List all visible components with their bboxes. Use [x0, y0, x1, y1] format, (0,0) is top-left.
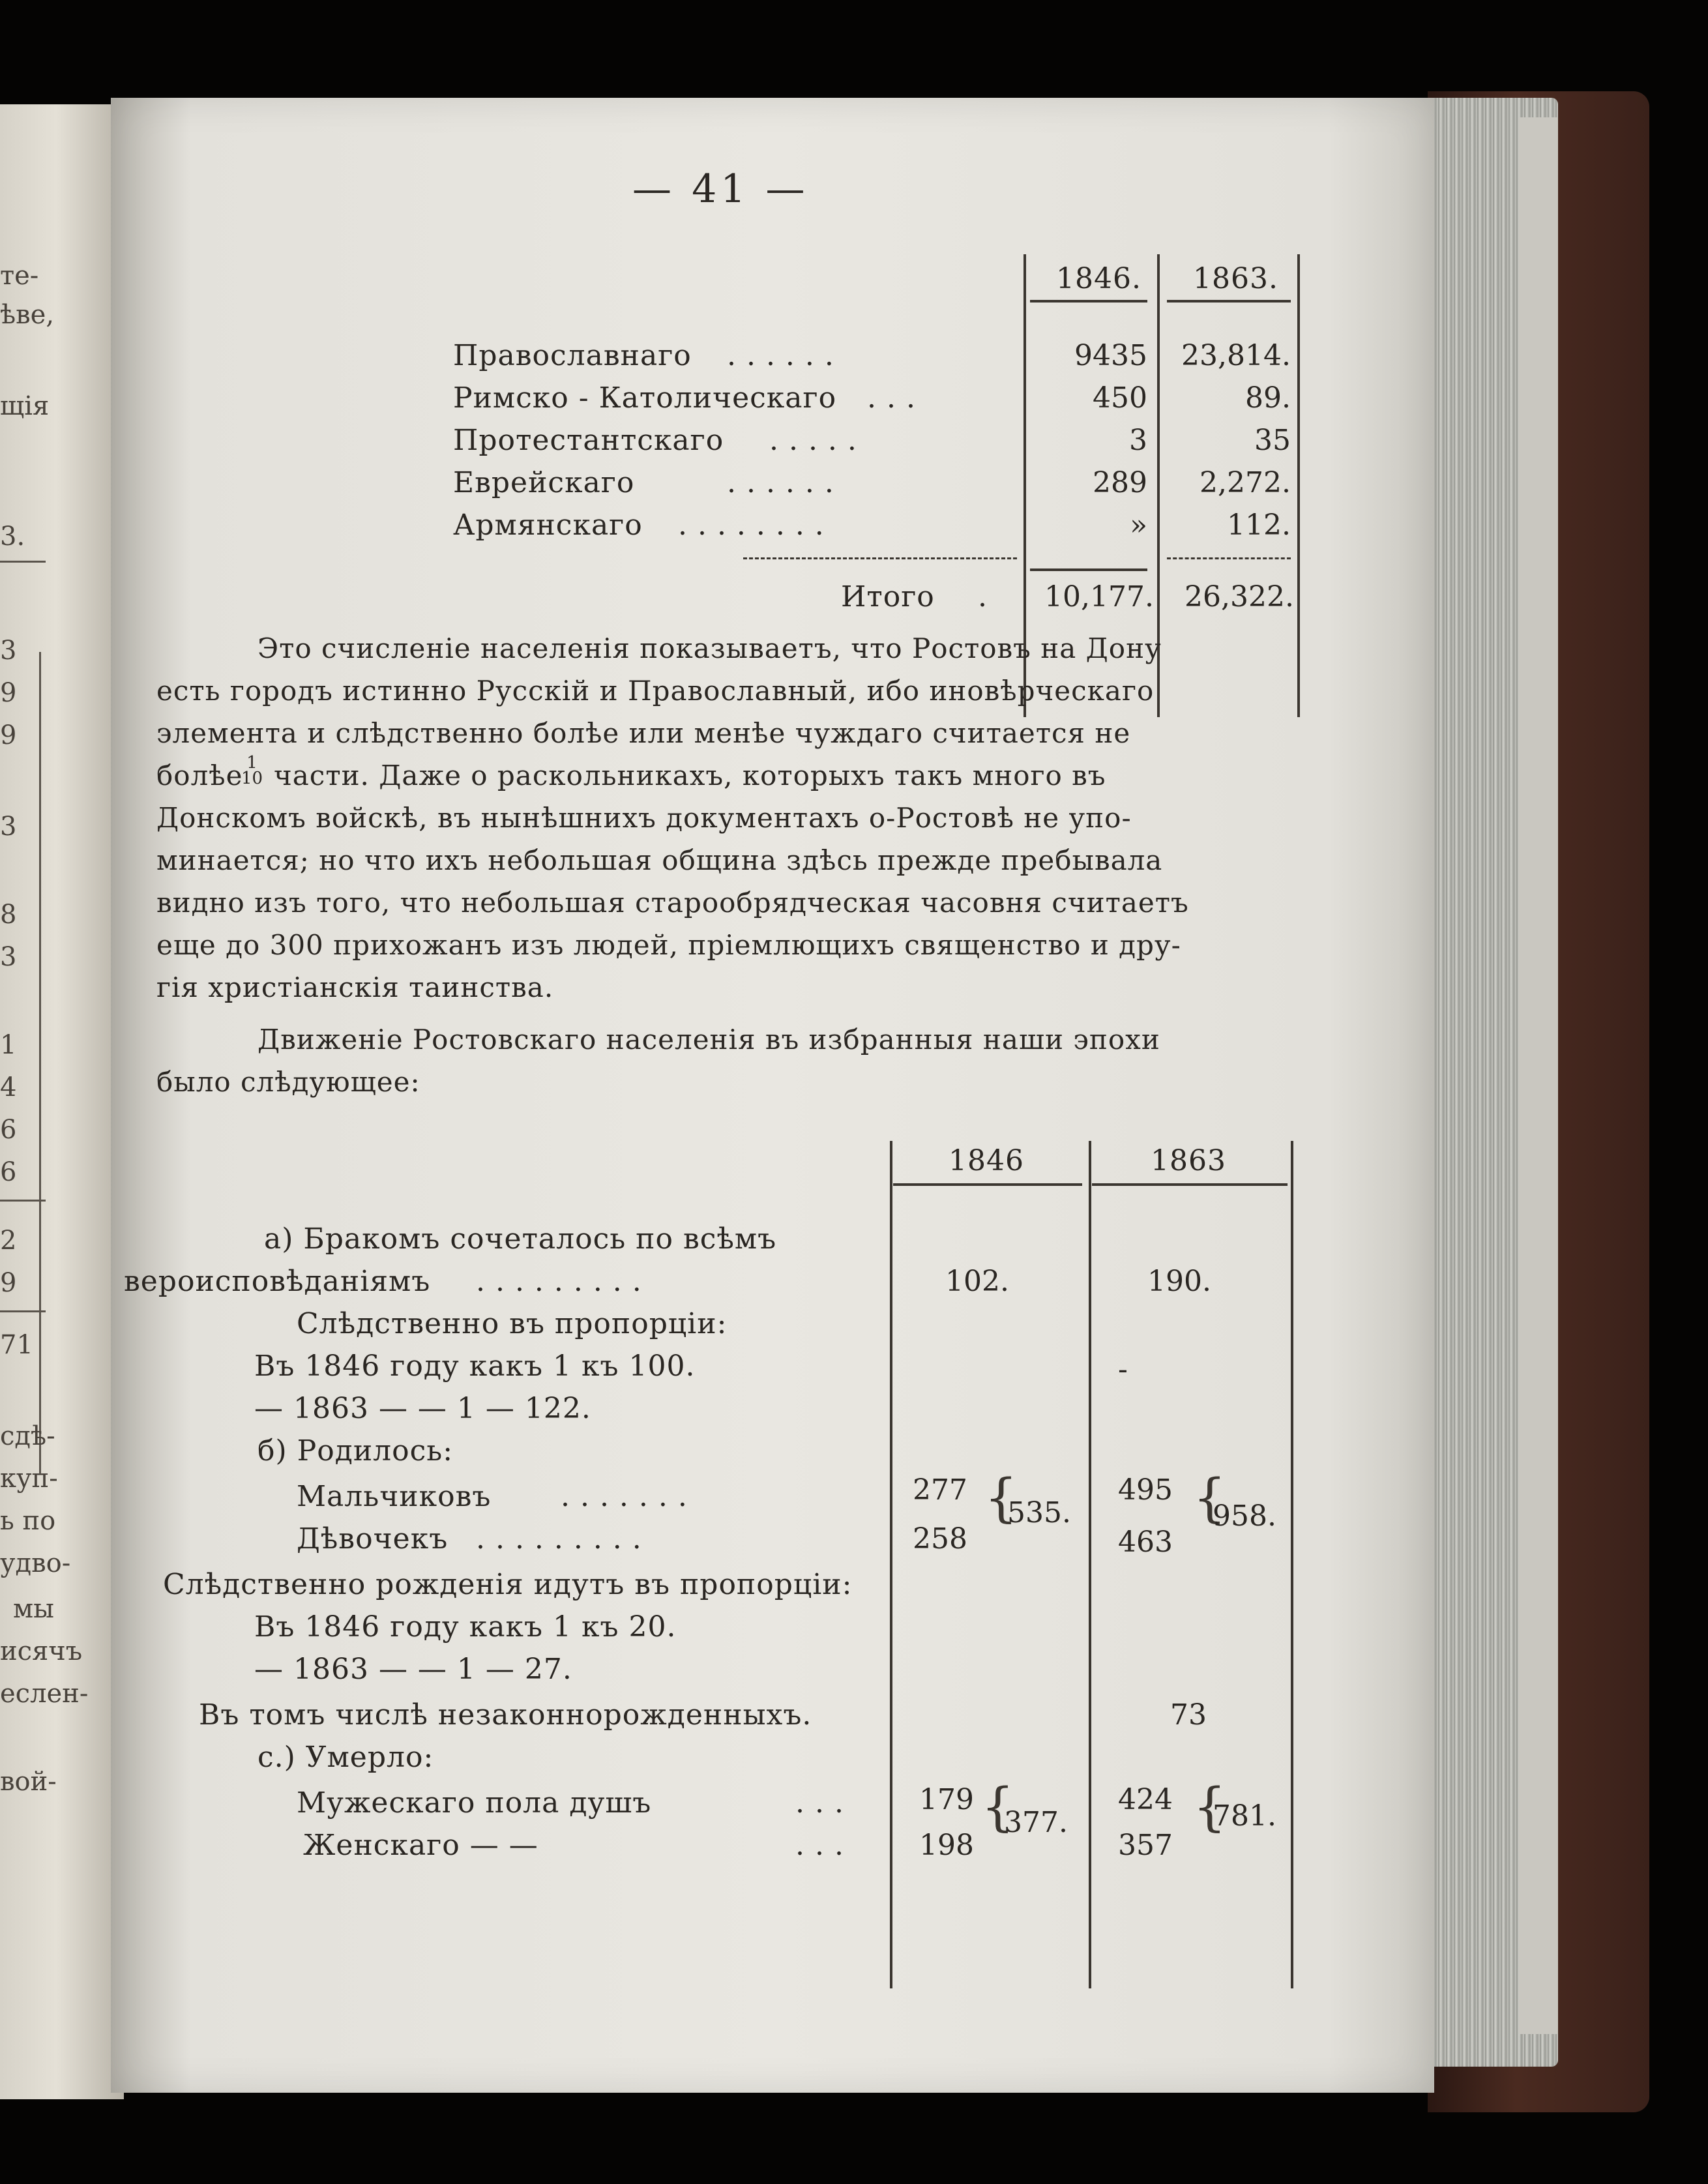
leader-dots: . . . . . . .	[561, 1480, 688, 1513]
male-label: Мужескаго пола душъ	[297, 1786, 652, 1820]
text-line: есть городъ истинно Русскій и Православный, ибо иновѣрческаго	[156, 675, 1155, 707]
leader-dots: . . .	[795, 1829, 844, 1862]
total-separator	[1167, 557, 1291, 561]
table-rule	[1089, 1141, 1091, 1988]
table-rule	[1167, 300, 1291, 303]
female-1846: 198	[919, 1829, 974, 1862]
fraction-prefix: болѣе	[156, 760, 243, 791]
value-1846: 450	[1093, 381, 1147, 415]
total-1863: 26,322.	[1185, 580, 1294, 613]
deaths-label: с.) Умерло:	[258, 1741, 434, 1774]
leader-dots: . . . . .	[769, 424, 857, 457]
value-1846: »	[1130, 509, 1147, 542]
illegitimate-label: Въ томъ числѣ незаконнорожденныхъ.	[199, 1698, 812, 1732]
text-line: минается; но что ихъ небольшая община здѣсь прежде пребывала	[156, 844, 1163, 876]
total-1846: 10,177.	[1044, 580, 1154, 613]
table-rule	[890, 1141, 892, 1988]
leader-dots: . . . . . . . . .	[476, 1265, 642, 1298]
text-line: Это счисленіе населенія показываетъ, что Ростовъ на Дону	[258, 632, 1162, 664]
brace-symbol: {	[981, 1777, 1014, 1837]
illegitimate-1863: 73	[1170, 1698, 1207, 1732]
table-rule	[1092, 1183, 1288, 1186]
left-fragment: куп-	[0, 1464, 58, 1494]
left-fragment: 71	[0, 1330, 33, 1360]
value-1863: 23,814.	[1181, 339, 1291, 372]
deaths-total-1863: 781.	[1213, 1799, 1276, 1833]
value-1863: 35	[1254, 424, 1291, 457]
leader-dots: . . . . . .	[727, 466, 834, 499]
births-total-1863: 958.	[1213, 1499, 1276, 1533]
marriages-1846: 102.	[945, 1265, 1009, 1298]
religion-label: Православнаго	[453, 339, 692, 372]
left-fragment: 1	[0, 1030, 17, 1060]
religion-label: Протестантскаго	[453, 424, 724, 457]
left-fragment: 9	[0, 678, 17, 708]
text-line: Донскомъ войскѣ, въ нынѣшнихъ документахъ о-Ростовѣ не упо-	[156, 802, 1132, 834]
left-fragment: 8	[0, 900, 17, 930]
left-fragment: те-	[0, 261, 39, 291]
brace-symbol: {	[1193, 1468, 1226, 1528]
girls-1846: 258	[913, 1522, 967, 1556]
value-1863: 112.	[1227, 509, 1291, 542]
left-rule	[0, 1310, 46, 1312]
religion-label: Еврейскаго	[453, 466, 635, 499]
left-fragment: мы	[13, 1594, 54, 1624]
page-edges-inner	[1519, 117, 1558, 2034]
left-fragment: еслен-	[0, 1679, 89, 1709]
text-line: еще до 300 прихожанъ изъ людей, пріемлющихъ священство и дру-	[156, 929, 1181, 961]
total-separator	[743, 557, 1017, 561]
proportion-1863: — 1863 — — 1 — 122.	[254, 1392, 591, 1425]
text-line: видно изъ того, что небольшая старообрядческая часовня считаетъ	[156, 887, 1189, 919]
boys-1863: 495	[1118, 1473, 1173, 1507]
births-proportion-1846: Въ 1846 году какъ 1 къ 20.	[254, 1610, 677, 1644]
left-fragment: 4	[0, 1072, 17, 1102]
left-rule	[0, 561, 46, 563]
leader-dots: .	[978, 580, 988, 613]
text-line: гія христіанскія таинства.	[156, 971, 554, 1003]
leader-dots: . . .	[795, 1786, 844, 1820]
religion-label: Римско - Католическаго	[453, 381, 837, 415]
left-rule-vertical	[39, 652, 41, 1473]
table-rule	[893, 1183, 1082, 1186]
boys-1846: 277	[913, 1473, 967, 1507]
left-fragment: щія	[0, 391, 50, 421]
left-fragment: 2	[0, 1226, 17, 1256]
year-header: 1863.	[1193, 262, 1278, 295]
marriages-1863: 190.	[1147, 1265, 1211, 1298]
births-proportion-header: Слѣдственно рожденія идутъ въ пропорціи:	[163, 1568, 853, 1601]
left-fragment: вой-	[0, 1767, 57, 1797]
proportion-header: Слѣдственно въ пропорціи:	[297, 1307, 728, 1340]
male-1863: 424	[1118, 1783, 1173, 1816]
text-line: было слѣдующее:	[156, 1066, 420, 1098]
left-fragment: 3	[0, 636, 17, 666]
proportion-dash: -	[1118, 1353, 1128, 1386]
table-rule	[1297, 254, 1300, 717]
left-fragment: 3.	[0, 522, 25, 552]
value-1846: 9435	[1074, 339, 1147, 372]
left-fragment: 6	[0, 1115, 17, 1145]
births-label: б) Родилось:	[258, 1434, 454, 1468]
male-1846: 179	[919, 1783, 974, 1816]
proportion-1846: Въ 1846 году какъ 1 къ 100.	[254, 1350, 696, 1383]
deaths-total-1846: 377.	[1004, 1806, 1068, 1839]
fraction-numerator: 1	[246, 753, 258, 773]
boys-label: Мальчиковъ	[297, 1480, 492, 1513]
value-1863: 89.	[1245, 381, 1291, 415]
text-line: элемента и слѣдственно болѣе или менѣе чуждаго считается не	[156, 717, 1131, 749]
girls-label: Дѣвочекъ	[297, 1522, 449, 1556]
year-header: 1846.	[1056, 262, 1141, 295]
table-rule	[1291, 1141, 1293, 1988]
left-fragment: ѣве,	[0, 300, 55, 330]
leader-dots: . . . . . .	[727, 339, 834, 372]
left-fragment: 9	[0, 720, 17, 750]
value-1846: 289	[1093, 466, 1147, 499]
book-page	[111, 98, 1434, 2093]
religion-label: Армянскаго	[453, 509, 643, 542]
year-header: 1846	[949, 1144, 1024, 1177]
marriages-label: вероисповѣданіямъ	[124, 1265, 431, 1298]
leader-dots: . . .	[867, 381, 916, 415]
left-fragment: 3	[0, 942, 17, 972]
left-fragment: удво-	[0, 1548, 71, 1578]
births-proportion-1863: — 1863 — — 1 — 27.	[254, 1653, 572, 1686]
value-1863: 2,272.	[1200, 466, 1291, 499]
female-1863: 357	[1118, 1829, 1173, 1862]
left-page-fragment	[0, 104, 124, 2099]
left-fragment: 3	[0, 812, 17, 842]
leader-dots: . . . . . . . . .	[476, 1522, 642, 1556]
table-rule	[1030, 300, 1147, 303]
female-label: Женскаго — —	[303, 1829, 538, 1862]
total-separator	[1030, 568, 1147, 571]
left-rule	[0, 1200, 46, 1202]
value-1846: 3	[1129, 424, 1147, 457]
page-number: — 41 —	[632, 166, 809, 212]
fraction	[241, 755, 263, 786]
fraction-denominator: 10	[241, 769, 263, 788]
text-line: Движеніе Ростовскаго населенія въ избранныя наши эпохи	[258, 1024, 1160, 1055]
left-fragment: сдѣ-	[0, 1421, 55, 1451]
leader-dots: . . . . . . . .	[678, 509, 825, 542]
year-header: 1863	[1151, 1144, 1226, 1177]
total-label: Итого	[841, 580, 935, 613]
left-fragment: 9	[0, 1268, 17, 1298]
girls-1863: 463	[1118, 1526, 1173, 1559]
left-fragment: ь по	[0, 1506, 56, 1536]
brace-symbol: {	[984, 1468, 1018, 1528]
births-total-1846: 535.	[1007, 1496, 1071, 1529]
left-fragment: 6	[0, 1157, 17, 1187]
marriages-label: а) Бракомъ сочеталось по всѣмъ	[264, 1222, 777, 1256]
text-line: части. Даже о раскольникахъ, которыхъ такъ много въ	[274, 760, 1106, 791]
brace-symbol: {	[1193, 1777, 1226, 1837]
left-fragment: исячъ	[0, 1636, 83, 1666]
